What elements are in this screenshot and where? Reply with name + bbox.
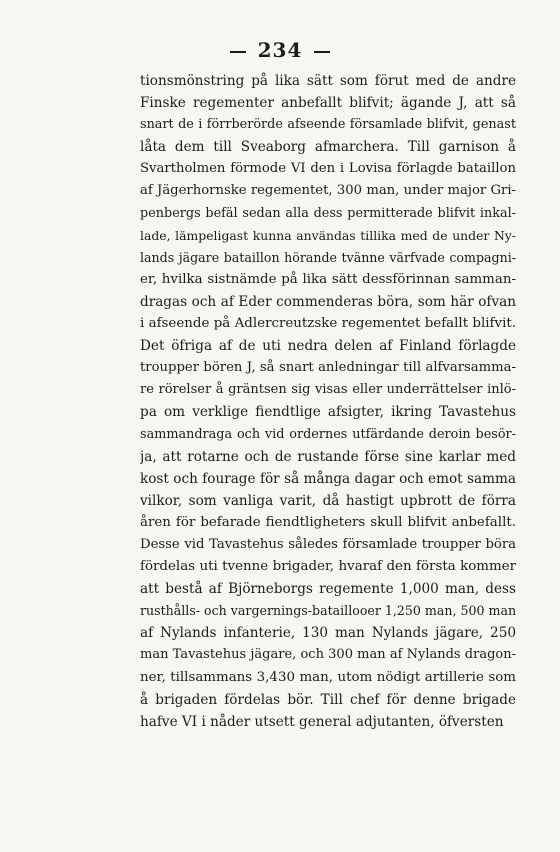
- text-line: kost och fourage för så många dagar och emot samma: [140, 470, 516, 487]
- text-line: hafve VI i nåder utsett general adjutanten, öfversten: [140, 713, 504, 730]
- text-line: snart de i förrberörde afseende församlade blifvit, genast: [140, 117, 516, 133]
- text-line: ja, att rotarne och de rustande förse sine karlar med: [140, 448, 516, 465]
- text-line: re rörelser å gräntsen sig visas eller underrättelser inlö-: [140, 382, 516, 398]
- text-line: låta dem till Sveaborg afmarchera. Till garnison å: [140, 139, 516, 156]
- text-line: Desse vid Tavastehus således församlade troupper böra: [140, 536, 516, 552]
- body-text: [140, 70, 516, 733]
- text-line: man Tavastehus jägare, och 300 man af Nylands dragon-: [140, 647, 516, 663]
- text-line: i afseende på Adlercreutzske regementet befallt blifvit.: [140, 316, 516, 332]
- text-line: åren för befarade fiendtligheters skull blifvit anbefallt.: [140, 514, 516, 530]
- text-line: troupper bören J, så snart anledningar till alfvarsamma-: [140, 360, 516, 376]
- header-dash-right: [314, 51, 330, 53]
- text-line: tionsmönstring på lika sätt som förut med de andre: [140, 73, 516, 89]
- text-line: af Jägerhornske regementet, 300 man, under major Gri-: [140, 183, 516, 199]
- text-line: af Nylands infanterie, 130 man Nylands jägare, 250: [140, 625, 516, 642]
- page-number: 234: [257, 38, 303, 62]
- text-line: penbergs befäl sedan alla dess permitterade blifvit inkal-: [140, 205, 516, 221]
- text-line: vilkor, som vanliga varit, då hastigt upbrott de förra: [140, 492, 516, 509]
- page-header: [0, 38, 560, 62]
- text-line: pa om verklige fiendtlige afsigter, ikring Tavastehus: [140, 404, 516, 421]
- text-line: å brigaden fördelas bör. Till chef för denne brigade: [140, 691, 516, 708]
- text-line: rusthålls- och vargernings-bataillooer 1,250 man, 500 man: [140, 603, 516, 619]
- text-line: lade, lämpeligast kunna användas tillika med de under Ny-: [140, 227, 516, 243]
- header-dash-left: [230, 51, 246, 53]
- text-line: er, hvilka sistnämde på lika sätt dessförinnan samman-: [140, 271, 516, 287]
- text-line: dragas och af Eder commenderas böra, som här ofvan: [140, 293, 516, 310]
- text-line: lands jägare bataillon hörande tvänne värfvade compagni-: [140, 249, 516, 265]
- text-line: Det öfriga af de uti nedra delen af Finland förlagde: [140, 338, 516, 355]
- text-line: Svartholmen förmode VI den i Lovisa förlagde bataillon: [140, 161, 516, 177]
- text-line: fördelas uti tvenne brigader, hvaraf den första kommer: [140, 559, 516, 575]
- text-line: att bestå af Björneborgs regemente 1,000 man, dess: [140, 581, 516, 598]
- text-line: ner, tillsammans 3,430 man, utom nödigt artillerie som: [140, 669, 516, 685]
- text-line: sammandraga och vid ordernes utfärdande deroin besör-: [140, 426, 516, 442]
- text-line: Finske regementer anbefallt blifvit; ägande J, att så: [140, 95, 516, 112]
